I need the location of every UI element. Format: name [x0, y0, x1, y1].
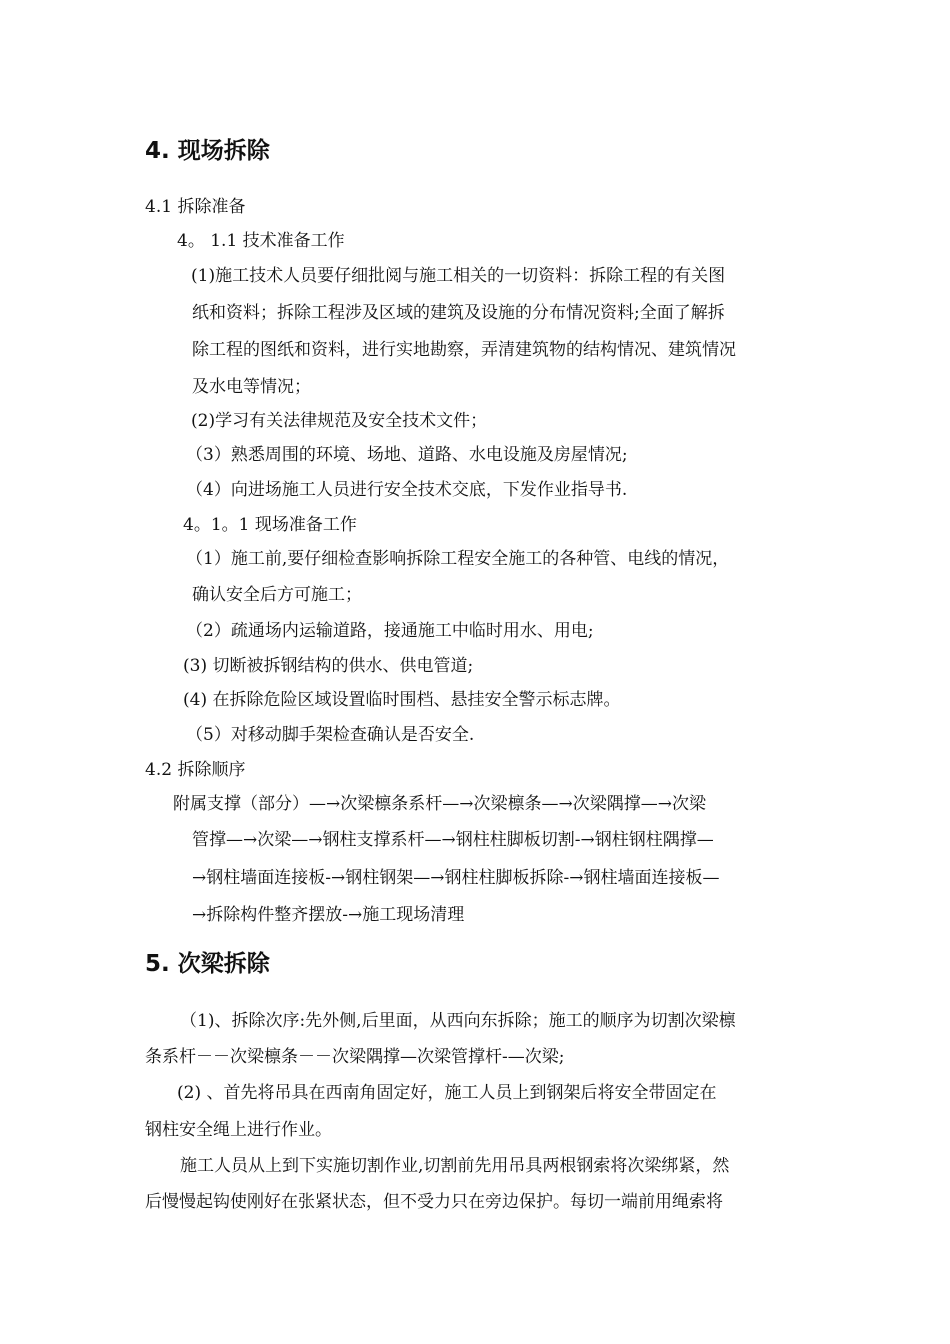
tech-item-4: （4）向进场施工人员进行安全技术交底，下发作业指导书. — [186, 480, 628, 500]
site-item-4: (4) 在拆除危险区域设置临时围档、悬挂安全警示标志牌。 — [183, 690, 621, 710]
sec5-para-1-line-2: 条系杆－－次梁檩条－－次梁隅撑—次梁管撑杆-—次梁; — [145, 1047, 565, 1067]
subsection-4-2-heading: 4.2 拆除顺序 — [145, 760, 246, 780]
tech-item-2: (2)学习有关法律规范及安全技术文件； — [191, 411, 488, 431]
sec5-para-2-line-1: (2) 、首先将吊具在西南角固定好，施工人员上到钢架后将安全带固定在 — [177, 1083, 717, 1103]
sec5-para-1-line-1: （1)、拆除次序:先外侧,后里面，从西向东拆除；施工的顺序为切割次梁檩 — [180, 1011, 736, 1031]
site-item-2: （2）疏通场内运输道路，接通施工中临时用水、用电; — [186, 621, 594, 641]
order-line-2: 管撑—→次梁—→钢柱支撑系杆—→钢柱柱脚板切割-→钢柱钢柱隅撑— — [192, 830, 714, 850]
tech-item-1-line-2: 纸和资料；拆除工程涉及区域的建筑及设施的分布情况资料;全面了解拆 — [192, 303, 725, 323]
tech-item-1-line-3: 除工程的图纸和资料，进行实地勘察，弄清建筑物的结构情况、建筑情况 — [192, 340, 736, 360]
tech-item-3: （3）熟悉周围的环境、场地、道路、水电设施及房屋情况; — [186, 445, 628, 465]
order-line-1: 附属支撑（部分）—→次梁檩条系杆—→次梁檩条—→次梁隅撑—→次梁 — [173, 794, 706, 814]
order-line-3: →钢柱墙面连接板-→钢柱钢架—→钢柱柱脚板拆除-→钢柱墙面连接板— — [192, 868, 720, 888]
site-item-5: （5）对移动脚手架检查确认是否安全. — [186, 725, 475, 745]
order-line-4: →拆除构件整齐摆放-→施工现场清理 — [192, 905, 465, 925]
subsection-4-1-2-heading: 4。1。1 现场准备工作 — [183, 515, 357, 535]
tech-item-1-line-4: 及水电等情况； — [192, 377, 311, 397]
section-5-heading: 5. 次梁拆除 — [145, 951, 270, 977]
subsection-4-1-1-heading: 4。 1.1 技术准备工作 — [177, 231, 345, 251]
sec5-para-3-line-1: 施工人员从上到下实施切割作业,切割前先用吊具两根钢索将次梁绑紧，然 — [180, 1156, 730, 1176]
subsection-4-1-heading: 4.1 拆除准备 — [145, 197, 246, 217]
site-item-3: (3) 切断被拆钢结构的供水、供电管道; — [183, 656, 474, 676]
site-item-1-line-1: （1）施工前,要仔细检查影响拆除工程安全施工的各种管、电线的情况， — [186, 549, 730, 569]
site-item-1-line-2: 确认安全后方可施工； — [192, 585, 362, 605]
sec5-para-3-line-2: 后慢慢起钩使刚好在张紧状态，但不受力只在旁边保护。每切一端前用绳索将 — [145, 1192, 723, 1212]
section-4-heading: 4. 现场拆除 — [145, 138, 270, 164]
sec5-para-2-line-2: 钢柱安全绳上进行作业。 — [145, 1120, 332, 1140]
tech-item-1-line-1: (1)施工技术人员要仔细批阅与施工相关的一切资料：拆除工程的有关图 — [191, 266, 726, 286]
